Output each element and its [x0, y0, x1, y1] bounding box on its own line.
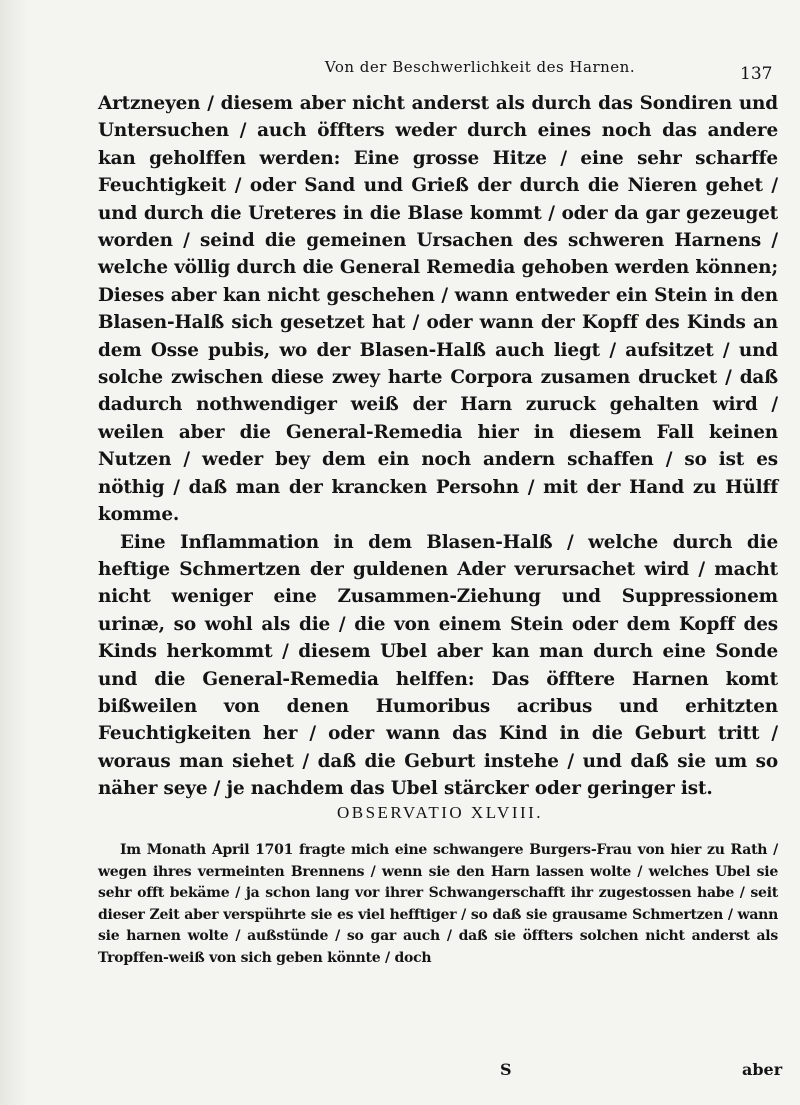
- paragraph-2: Eine Inflammation in dem Blasen-Halß / welche durch die heftige Schmertzen der guldenen Ader verursachet wird / macht nicht weniger eine Zusammen-Ziehung und Suppressionem urinæ, so wohl als die / die von einem Stein oder dem Kopff des Kinds herkommt / diesem Ubel aber kan man durch eine Sonde und die General-Remedia helffen: Das öfftere Harnen komt bißweilen von denen Humoribus acribus und erhitzten Feuchtigkeiten her / oder wann das Kind in die Geburt tritt / woraus man siehet / daß die Geburt instehe / und daß sie um so näher seye / je nachdem das Ubel stärcker oder geringer ist.: [98, 531, 778, 800]
- paragraph-1: Artzneyen / diesem aber nicht anderst als durch das Sondiren und Untersuchen / auch öffters weder durch eines noch das andere kan geholffen werden: Eine grosse Hitze / eine sehr scharffe Feuchtigkeit / oder Sand und Grieß der durch die Nieren gehet / und durch die Ureteres in die Blase kommt / oder da gar gezeuget worden / seind die gemeinen Ursachen des schweren Harnens / welche völlig durch die General Remedia gehoben werden können; Dieses aber kan nicht geschehen / wann entweder ein Stein in den Blasen-Halß sich gesetzet hat / oder wann der Kopff des Kinds an dem Osse pubis, wo der Blasen-Halß auch liegt / aufsitzet / und solche zwischen diese zwey harte Corpora zusamen drucket / daß dadurch nothwendiger weiß der Harn zuruck gehalten wird / weilen aber die General-Remedia hier in diesem Fall keinen Nutzen / weder bey dem ein noch andern schaffen / so ist es nöthig / daß man der krancken Persohn / mit der Hand zu Hülff komme.: [98, 93, 778, 526]
- main-text: [98, 90, 778, 803]
- observation-heading: OBSERVATIO XLVIII.: [336, 803, 544, 822]
- running-head: Von der Beschwerlichkeit des Harnen.: [324, 58, 636, 76]
- page-number: 137: [740, 64, 773, 84]
- signature-mark: S: [500, 1060, 512, 1079]
- page-gutter-shadow: [0, 0, 28, 1105]
- observation-paragraph: Im Monath April 1701 fragte mich eine schwangere Burgers-Frau von hier zu Rath / wegen ihres vermeinten Brennens / wenn sie den Harn lassen wolte / welches Ubel sie sehr offt bekäme / ja schon lang vor ihrer Schwangerschafft ihr zugestossen habe / seit dieser Zeit aber verspührte sie es viel hefftiger / so daß sie grausame Schmertzen / wann sie harnen wolte / außstünde / so gar auch / daß sie öffters solchen nicht anderst als Tropffen-weiß von sich geben könnte / doch: [98, 842, 778, 966]
- observation-text: [98, 840, 778, 970]
- catchword: aber: [742, 1060, 783, 1079]
